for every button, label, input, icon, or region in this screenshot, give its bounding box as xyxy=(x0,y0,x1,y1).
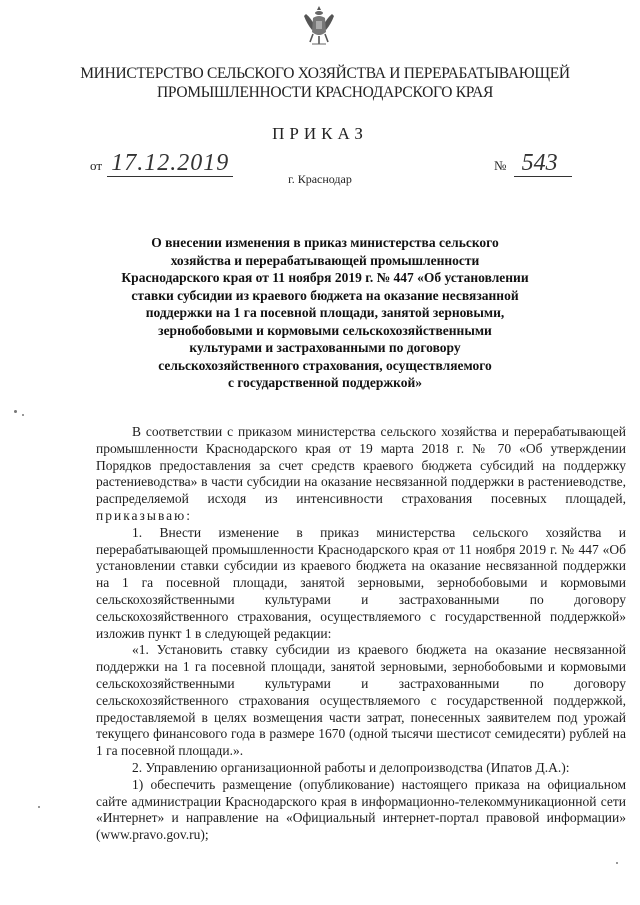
ministry-name-line1: МИНИСТЕРСТВО СЕЛЬСКОГО ХОЗЯЙСТВА И ПЕРЕРАБАТЫВАЮЩЕЙ xyxy=(80,65,570,82)
item-1-paragraph: 1. Внести изменение в приказ министерства сельского хозяйства и перерабатывающей промышленности Краснодарского края от 11 ноября 2019 г. № 447 «Об установлении ставки субсидии из краевого бюджета на оказание несвязанной поддержки на 1 га посевной площади, занятой зерновыми, зернобобовыми и кормовыми сельскохозяйственными культурами и застрахованными по договору сельскохозяйственного страхования, осуществляемого с государственной поддержкой» изложив пункт 1 в следующей редакции: xyxy=(96,524,626,641)
scan-speck xyxy=(616,862,618,864)
scan-speck xyxy=(38,806,40,808)
date-prefix: от xyxy=(90,158,103,173)
order-title: ПРИКАЗ xyxy=(272,124,368,143)
heading-line: поддержки на 1 га посевной площади, занятой зерновыми, xyxy=(145,305,505,320)
coat-of-arms-icon xyxy=(302,4,336,48)
order-heading xyxy=(100,234,550,392)
ministry-name xyxy=(60,64,590,102)
number-prefix: № xyxy=(494,158,507,173)
ministry-name-line2: ПРОМЫШЛЕННОСТИ КРАСНОДАРСКОГО КРАЯ xyxy=(156,84,494,101)
preamble-paragraph xyxy=(96,424,626,525)
heading-line: с государственной поддержкой» xyxy=(227,375,423,390)
number-value: 543 xyxy=(514,150,572,177)
heading-line: О внесении изменения в приказ министерства сельского xyxy=(151,235,499,250)
quoted-paragraph: «1. Установить ставку субсидии из краевого бюджета на оказание несвязанной поддержки на 1 га посевной площади, занятой зерновыми, зернобобовыми и кормовыми сельскохозяйственными культурами и застрахованными по договору сельскохозяйственного страхования осуществляемого с государственной поддержкой, предоставляемой в целях возмещения части затрат, понесенных заявителем под урожай текущего финансового года в размере 1670 (одной тысячи шестисот семидесяти) рублей на 1 га посевной площади.». xyxy=(96,642,626,759)
item-2-1-paragraph: 1) обеспечить размещение (опубликование) настоящего приказа на официальном сайте администрации Краснодарского края в информационно-телекоммуникационной сети «Интернет» и направление на «Официальный интернет-портал правовой информации» (www.pravo.gov.ru); xyxy=(96,776,626,843)
heading-line: хозяйства и перерабатывающей промышленности xyxy=(170,252,480,268)
heading-line: сельскохозяйственного страхования, осуществляемого xyxy=(158,357,492,373)
date-value: 17.12.2019 xyxy=(107,150,233,177)
item-2-paragraph: 2. Управлению организационной работы и делопроизводства (Ипатов Д.А.): xyxy=(132,759,570,775)
preamble-text: В соответствии с приказом министерства сельского хозяйства и перерабатывающей промышленности Краснодарского края от 19 марта 2018 г. № 70 «Об утверждении Порядков предоставления за счет средств краевого бюджета субсидий на поддержку растениеводства» в части субсидии на оказание несвязанной поддержки в растениеводстве, распределяемой исходя из интенсивности страхования посевных площадей, xyxy=(96,424,626,507)
city: г. Краснодар xyxy=(288,172,352,186)
heading-line: зернобобовыми и кормовыми сельскохозяйственными xyxy=(158,322,492,338)
heading-line: Краснодарского края от 11 ноября 2019 г. № 447 «Об установлении xyxy=(121,270,529,285)
heading-line: ставки субсидии из краевого бюджета на оказание несвязанной xyxy=(131,287,519,303)
scan-speck xyxy=(22,414,24,416)
order-body xyxy=(96,424,626,844)
scan-speck xyxy=(14,410,17,413)
order-verb: приказываю: xyxy=(96,507,192,523)
heading-line: культурами и застрахованными по договору xyxy=(189,340,461,355)
